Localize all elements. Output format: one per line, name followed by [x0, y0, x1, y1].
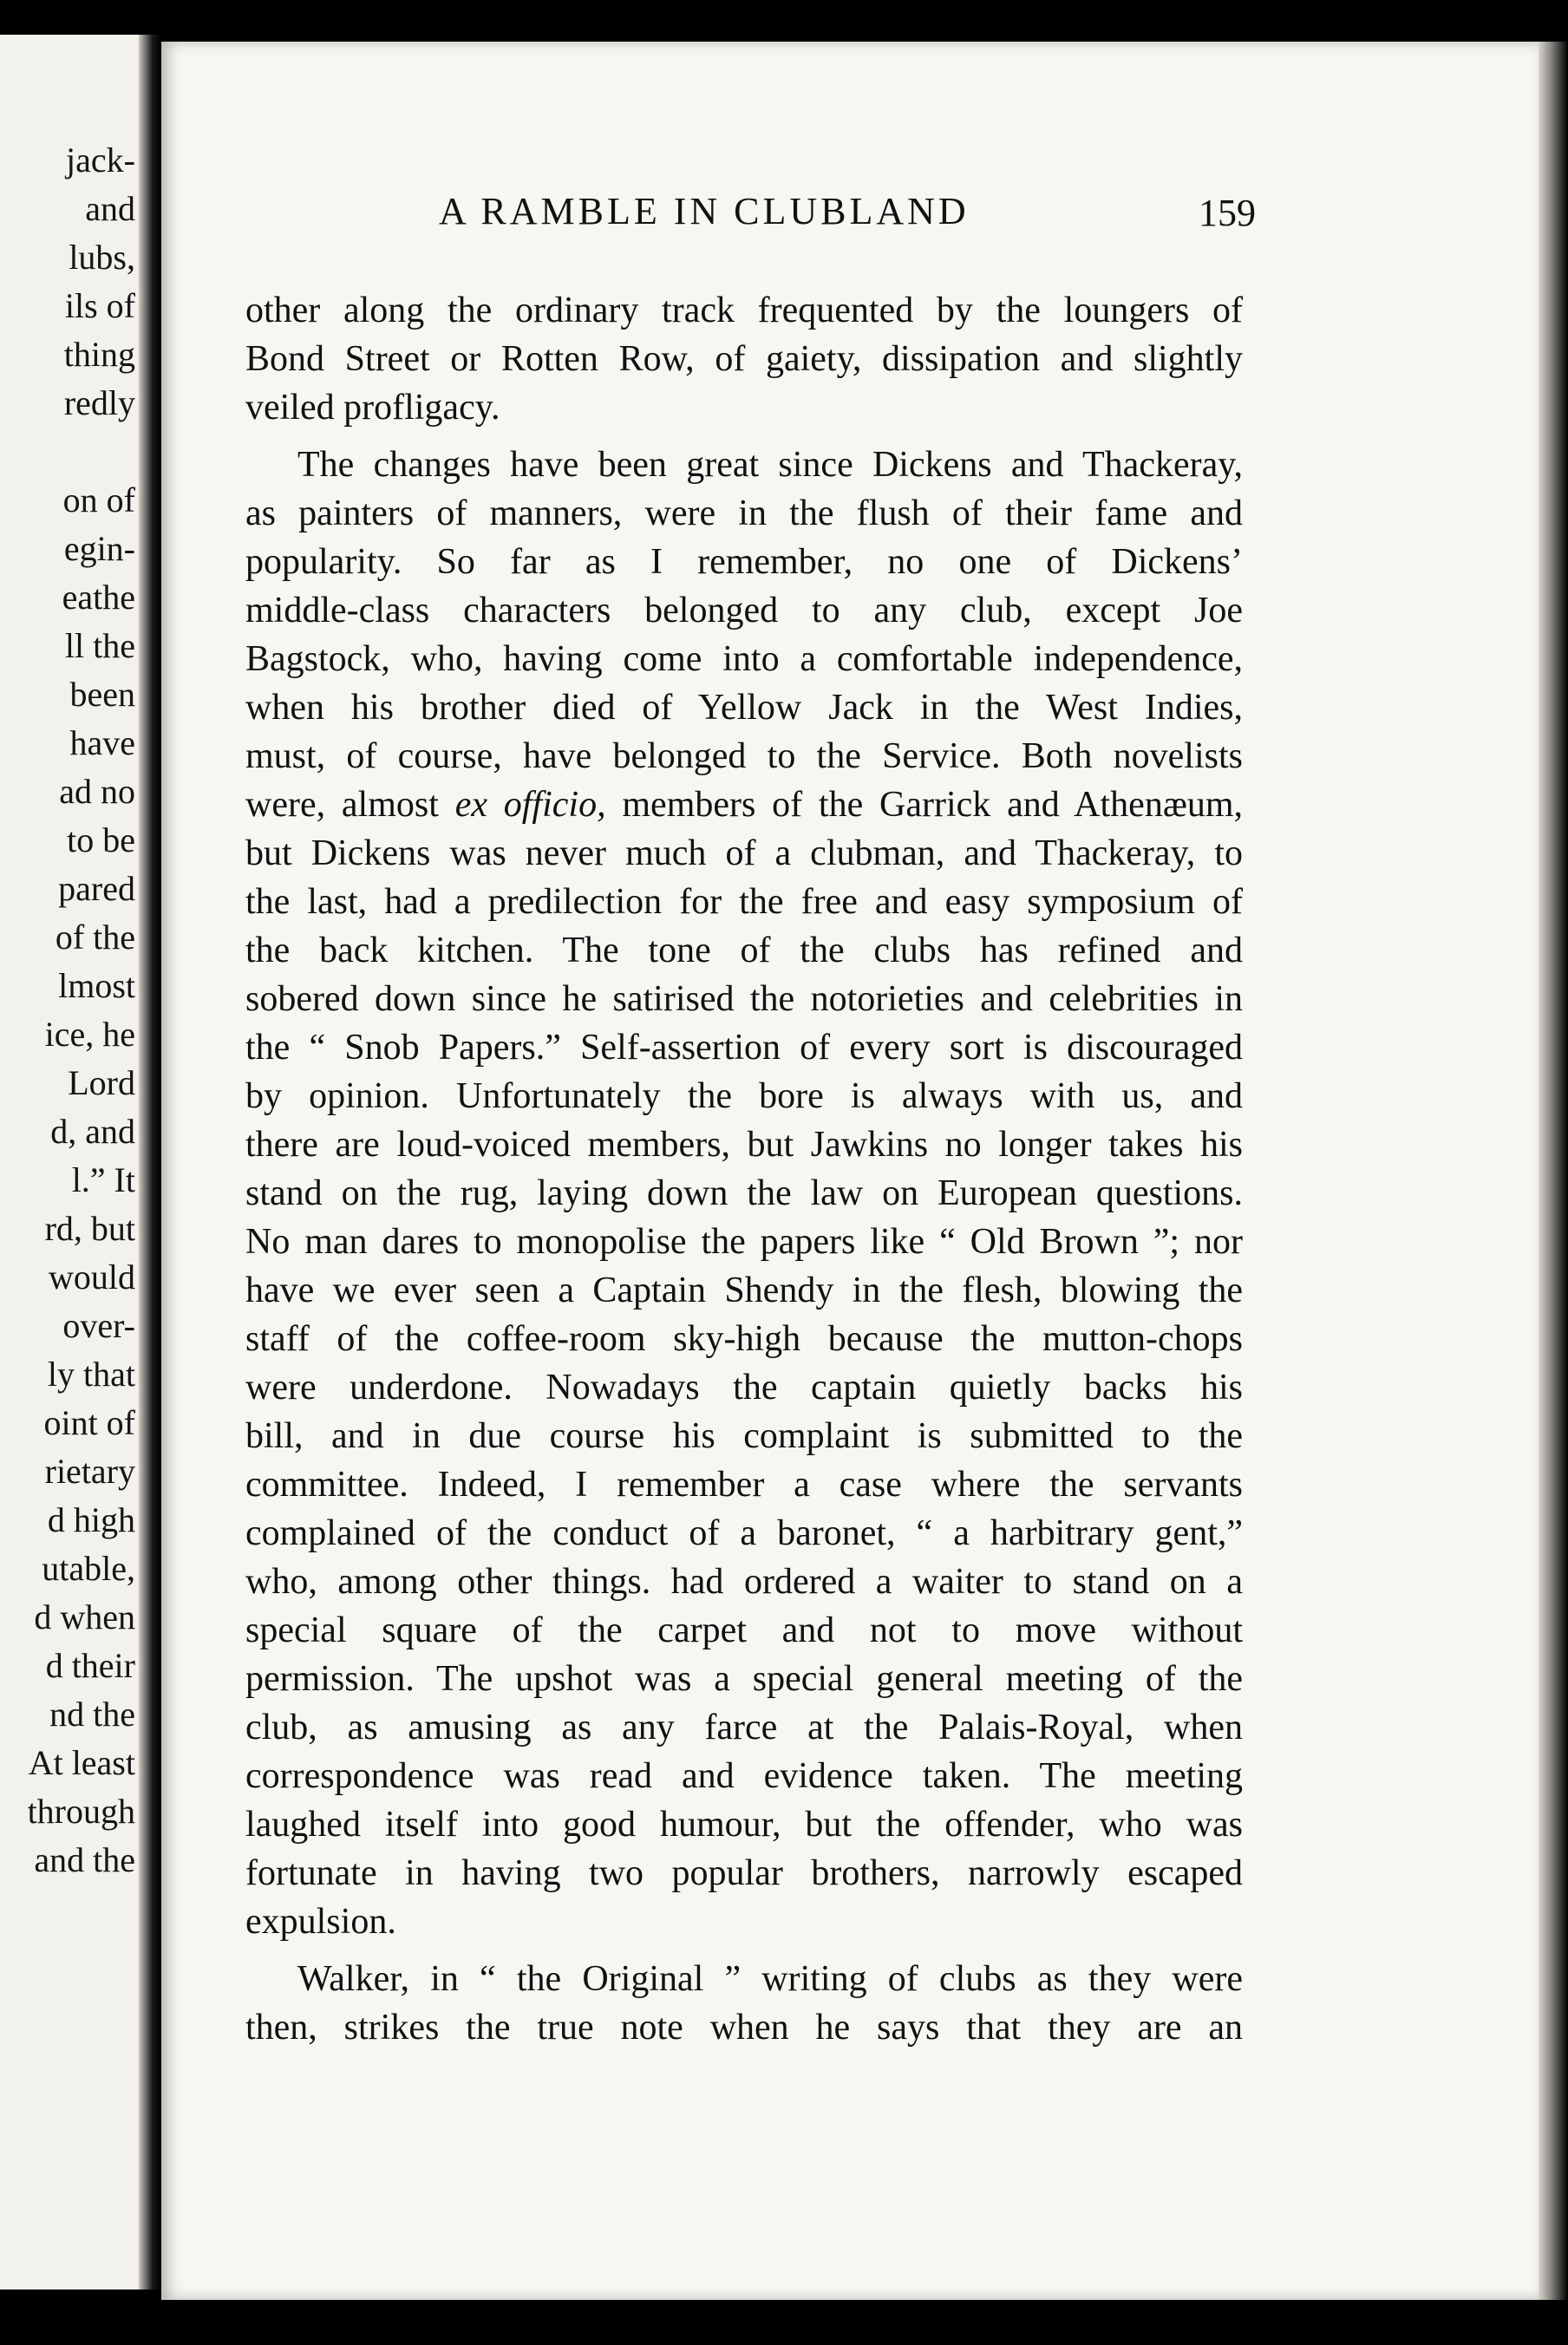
facing-page-line: ice, he [44, 1015, 135, 1054]
running-head [161, 189, 1539, 241]
text-line: fortunate in having two popular brothers, narrowly escaped [245, 1853, 1243, 1893]
page-number: 159 [1199, 192, 1256, 234]
text-line: club, as amusing as any farce at the Palais-Royal, when [245, 1708, 1243, 1747]
facing-page-line: d, and [50, 1112, 135, 1151]
text-line: bill, and in due course his complaint is submitted to the [245, 1416, 1243, 1456]
text-line: middle-class characters belonged to any club, except Joe [245, 591, 1243, 630]
facing-page-line: At least [28, 1743, 135, 1782]
facing-page-line: and [85, 189, 135, 228]
text-line: but Dickens was never much of a clubman, and Thackeray, to [245, 833, 1243, 873]
text-line: The changes have been great since Dickens and Thackeray, [297, 445, 1243, 485]
text-line: staff of the coffee-room sky-high because the mutton-chops [245, 1319, 1243, 1359]
text-line: Bond Street or Rotten Row, of gaiety, dissipation and slightly [245, 339, 1243, 379]
facing-page-fragment [0, 35, 139, 2289]
facing-page-line: on of [62, 480, 135, 519]
facing-page-line: over- [62, 1306, 135, 1345]
facing-page-line: rietary [44, 1452, 135, 1491]
book-gutter [139, 35, 161, 2289]
text-line: popularity. So far as I remember, no one of Dickens’ [245, 542, 1243, 582]
text-line: stand on the rug, laying down the law on European questions. [245, 1173, 1243, 1213]
text-line: were underdone. Nowadays the captain quietly backs his [245, 1368, 1243, 1408]
text-line: who, among other things. had ordered a waiter to stand on a [245, 1562, 1243, 1602]
text-line: expulsion. [245, 1902, 396, 1942]
text-line: laughed itself into good humour, but the offender, who was [245, 1805, 1243, 1845]
text-line: No man dares to monopolise the papers like “ Old Brown ”; nor [245, 1222, 1243, 1262]
facing-page-line: to be [67, 820, 135, 859]
text-line: veiled profligacy. [245, 388, 500, 428]
facing-page-line: jack- [66, 140, 135, 180]
text-line: sobered down since he satirised the notorieties and celebrities in [245, 979, 1243, 1019]
paragraph [245, 1955, 1243, 2052]
facing-page-line: nd the [49, 1695, 135, 1734]
facing-page-line: oint of [43, 1403, 135, 1442]
text-line: then, strikes the true note when he says that they are an [245, 2008, 1243, 2048]
facing-page-line: been [69, 675, 135, 714]
book-page [161, 42, 1539, 2300]
facing-page-line: ad no [59, 772, 135, 811]
text-line: committee. Indeed, I remember a case where the servants [245, 1465, 1243, 1505]
paragraph [245, 286, 1243, 432]
text-line: by opinion. Unfortunately the bore is always with us, and [245, 1076, 1243, 1116]
facing-page-line: ly that [47, 1355, 135, 1394]
facing-page-line: utable, [42, 1549, 135, 1588]
facing-page-line: ll the [64, 626, 135, 665]
facing-page-line: of the [55, 918, 135, 957]
text-line: other along the ordinary track frequented by the loungers of [245, 291, 1243, 330]
page-edge [1539, 42, 1568, 2300]
facing-page-line: have [69, 723, 135, 762]
facing-page-line: pared [58, 869, 135, 908]
text-line: special square of the carpet and not to move without [245, 1610, 1243, 1650]
text-line: correspondence was read and evidence taken. The meeting [245, 1756, 1243, 1796]
facing-page-line: egin- [63, 529, 135, 568]
facing-page-line: rd, but [44, 1209, 135, 1248]
text-line: must, of course, have belonged to the Service. Both novelists [245, 736, 1243, 776]
facing-page-line: ils of [64, 286, 135, 325]
facing-page-line: eathe [62, 578, 135, 617]
body-text [245, 286, 1243, 2052]
text-line: Walker, in “ the Original ” writing of clubs as they were [297, 1959, 1243, 1999]
facing-page-line: Lord [68, 1063, 135, 1102]
text-line: the back kitchen. The tone of the clubs has refined and [245, 931, 1243, 970]
facing-page-line: through [27, 1792, 135, 1831]
facing-page-line: d when [34, 1597, 135, 1636]
facing-page-line: and the [34, 1840, 135, 1879]
paragraph [245, 441, 1243, 1946]
facing-page-line: l.” It [71, 1160, 135, 1199]
text-line: the last, had a predilection for the free and easy symposium of [245, 882, 1243, 922]
facing-page-line: redly [63, 383, 135, 422]
text-line: were, almost ex officio, members of the Garrick and Athenæum, [245, 785, 1244, 825]
facing-page-line: lubs, [69, 238, 135, 277]
running-title: A RAMBLE IN CLUBLAND [439, 190, 970, 232]
facing-page-line: thing [63, 335, 135, 374]
text-line: Bagstock, who, having come into a comfortable independence, [245, 639, 1243, 679]
facing-page-line: d high [47, 1500, 135, 1539]
facing-page-line: lmost [58, 966, 135, 1005]
text-line: the “ Snob Papers.” Self-assertion of every sort is discouraged [245, 1028, 1243, 1068]
text-line: permission. The upshot was a special general meeting of the [245, 1659, 1243, 1699]
facing-page-line: would [49, 1257, 135, 1297]
text-line: have we ever seen a Captain Shendy in the flesh, blowing the [245, 1270, 1243, 1310]
text-line: complained of the conduct of a baronet, “ a harbitrary gent,” [245, 1513, 1243, 1553]
text-line: as painters of manners, were in the flush of their fame and [245, 493, 1243, 533]
facing-page-line: d their [45, 1646, 135, 1685]
text-line: there are loud-voiced members, but Jawkins no longer takes his [245, 1125, 1243, 1165]
text-line: when his brother died of Yellow Jack in the West Indies, [245, 688, 1243, 728]
